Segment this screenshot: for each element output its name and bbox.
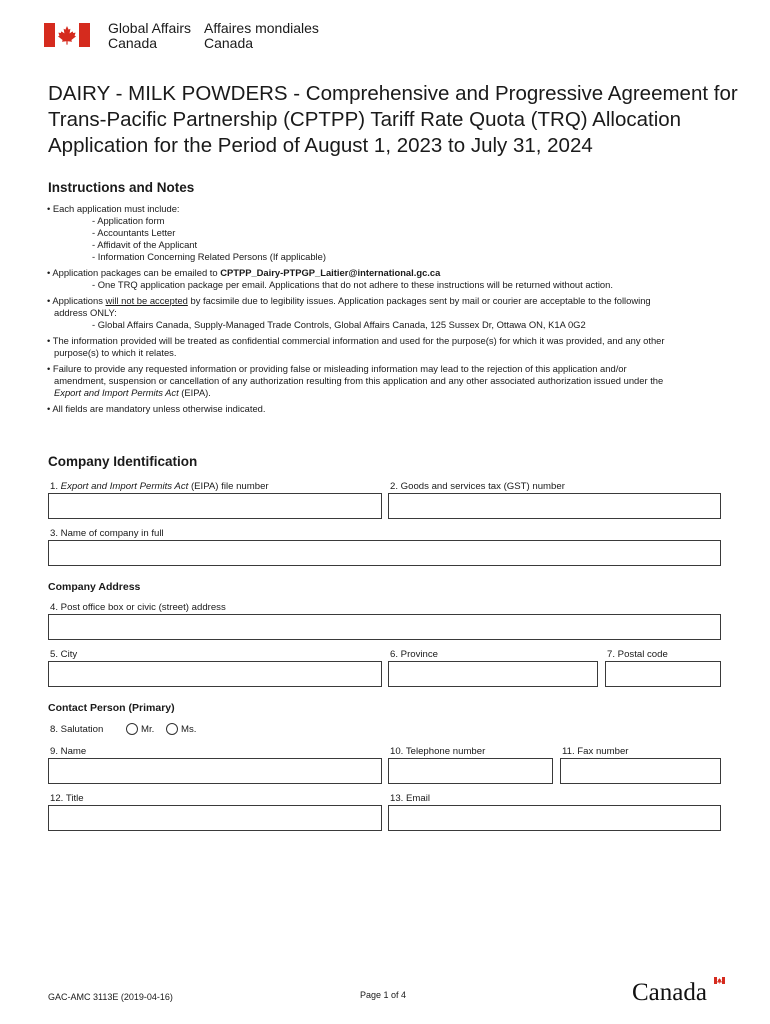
province-input[interactable] [388,661,598,687]
telephone-input[interactable] [388,758,553,784]
note-mandatory-fields: • All fields are mandatory unless otherwise indicated. [47,403,266,414]
contact-name-label: 9. Name [50,746,87,757]
note-mail-submission: • Applications will not be accepted by facsimile due to legibility issues. Application packages sent by mail or courier are acceptable to the following address ONLY: - Global Affairs Canada, Supply-Managed Trade Controls, Global Affairs Canada, 125 Sussex Dr, Ottawa ON, K1A 0G2 [47,295,651,330]
street-address-label: 4. Post office box or civic (street) address [50,602,226,613]
wordmark-flag-icon [714,977,725,984]
department-name-french: Affaires mondiales Canada [204,20,319,51]
canada-wordmark-logo [632,976,726,1002]
note-confidentiality: • The information provided will be treated as confidential commercial information and used for the purpose(s) for which it was provided, and any other purpose(s) to which it relates. [47,335,665,358]
note-false-information: • Failure to provide any requested information or providing false or misleading information may lead to the rejection of this application and/or amendment, suspension or cancellation of any authorization resulting from this application and any other associated authorization issued under the Export and Import Permits Act (EIPA). [47,363,664,398]
company-name-input[interactable] [48,540,721,566]
salutation-mr-label: Mr. [141,724,155,735]
form-number: GAC-AMC 3113E (2019-04-16) [48,992,173,1002]
fax-label: 11. Fax number [562,746,629,757]
postal-code-label: 7. Postal code [607,649,668,660]
eipa-file-number-input[interactable] [48,493,382,519]
province-label: 6. Province [390,649,438,660]
form-title: DAIRY - MILK POWDERS - Comprehensive and Progressive Agreement for Trans-Pacific Partnership (CPTPP) Tariff Rate Quota (TRQ) Allocation Application for the Period of August 1, 2023 to July 31, 2024 [48,82,738,157]
canada-flag-icon [44,23,90,47]
eipa-file-number-label: 1. Export and Import Permits Act (EIPA) file number [50,481,269,492]
instructions-notes [47,203,727,419]
page-number: Page 1 of 4 [360,990,407,1000]
submission-email-link[interactable]: CPTPP_Dairy-PTPGP_Laitier@international.gc.ca [220,267,441,278]
title-label: 12. Title [50,793,84,804]
company-identification-heading: Company Identification [48,454,198,469]
gst-number-label: 2. Goods and services tax (GST) number [390,481,565,492]
instructions-heading: Instructions and Notes [48,180,195,195]
email-input[interactable] [388,805,721,831]
contact-name-input[interactable] [48,758,382,784]
company-name-label: 3. Name of company in full [50,528,164,539]
contact-person-heading: Contact Person (Primary) [48,702,175,714]
canada-wordmark-text: Canada [632,979,707,1002]
note-email-submission: • Application packages can be emailed to CPTPP_Dairy-PTPGP_Laitier@international.gc.ca - One TRQ application package per email. Applications that do not adhere to these instructions will be returned without action. [47,267,613,290]
title-input[interactable] [48,805,382,831]
department-name-english: Global Affairs Canada [108,20,192,51]
gst-number-input[interactable] [388,493,721,519]
company-address-heading: Company Address [48,581,141,593]
salutation-label: 8. Salutation [50,724,104,735]
telephone-label: 10. Telephone number [390,746,486,757]
email-label: 13. Email [390,793,430,804]
note-application-contents: • Each application must include: - Application form - Accountants Letter - Affidavit of the Applicant - Information Concerning Related Persons (If applicable) [47,203,326,262]
salutation-ms-label: Ms. [181,724,197,735]
city-input[interactable] [48,661,382,687]
salutation-mr-radio[interactable] [126,723,138,735]
fax-input[interactable] [560,758,721,784]
street-address-input[interactable] [48,614,721,640]
city-label: 5. City [50,649,78,660]
salutation-ms-radio[interactable] [166,723,178,735]
postal-code-input[interactable] [605,661,721,687]
